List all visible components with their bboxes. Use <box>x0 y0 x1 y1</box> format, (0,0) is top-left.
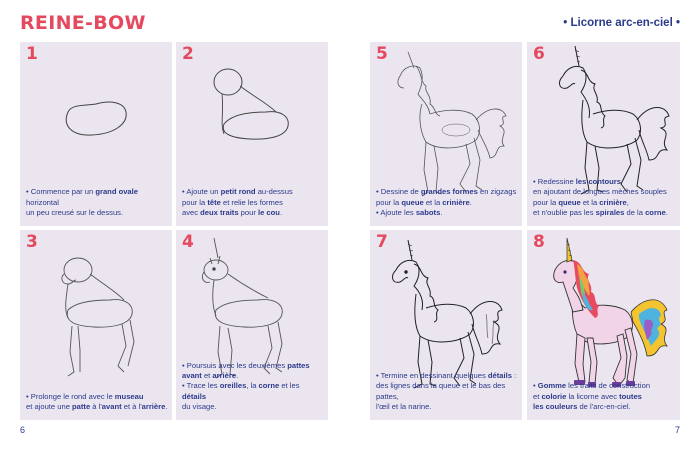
page-number-right: 7 <box>674 425 680 435</box>
caption-bold-text: les contours <box>575 177 621 187</box>
caption-text: du visage. <box>182 401 217 411</box>
caption-bold-text: arrière <box>141 401 166 411</box>
caption-bold-text: oreilles <box>219 381 247 391</box>
caption-bold-text: queue <box>401 197 424 207</box>
caption-text: les traits de construction <box>566 381 651 391</box>
caption-text: • <box>533 381 538 391</box>
caption-bold-text: les couleurs <box>533 401 578 411</box>
caption-text: et les <box>279 381 300 391</box>
caption-text: et <box>533 391 542 401</box>
caption-bold-text: queue <box>558 197 581 207</box>
step-number: 7 <box>376 232 388 252</box>
caption-text: • <box>533 177 538 187</box>
caption-text: . <box>165 401 168 411</box>
caption-text: . <box>440 207 443 217</box>
caption-line <box>26 402 168 412</box>
caption-text: et n'oublie pas les <box>533 207 596 217</box>
step-panel <box>527 42 680 226</box>
caption-bold-text: patte <box>72 401 91 411</box>
caption-text: . <box>236 371 239 381</box>
caption-text: en ajoutant de longues mèches souples <box>533 187 667 197</box>
step-caption <box>533 177 676 218</box>
caption-line <box>533 198 676 208</box>
caption-bold-text: crinière <box>599 197 627 207</box>
caption-bold-text: corne <box>258 381 280 391</box>
caption-text: • <box>26 187 31 197</box>
caption-bold-text: spirales <box>595 207 625 217</box>
caption-bold-text: avant <box>182 371 202 381</box>
caption-line <box>376 208 518 218</box>
caption-bold-text: tête <box>207 197 221 207</box>
caption-text: Dessine de <box>380 187 421 197</box>
caption-text: horizontal <box>26 197 59 207</box>
caption-text: • <box>26 391 31 401</box>
caption-line <box>182 381 324 401</box>
caption-text: et la <box>580 197 600 207</box>
caption-bold-text: toutes <box>619 391 642 401</box>
caption-line <box>376 371 518 381</box>
caption-line <box>533 392 676 402</box>
caption-text: Poursuis avec les deuxièmes <box>186 360 288 370</box>
page-subtitle: • Licorne arc-en-ciel • <box>563 17 680 29</box>
caption-bold-text: avant <box>101 401 122 411</box>
caption-text: la licorne avec <box>566 391 620 401</box>
step-panel <box>370 230 522 420</box>
step-number: 4 <box>182 232 194 252</box>
caption-line <box>182 361 324 371</box>
caption-line <box>533 381 676 391</box>
step-caption <box>533 381 676 412</box>
caption-bold-text: détails <box>487 371 512 381</box>
caption-text: • <box>376 187 381 197</box>
caption-text: Redessine <box>537 177 576 187</box>
caption-line <box>182 371 324 381</box>
caption-line <box>533 402 676 412</box>
step-panel <box>527 230 680 420</box>
caption-text: pour la <box>533 197 559 207</box>
caption-bold-text: Gomme <box>537 381 567 391</box>
step-panel <box>176 230 328 420</box>
step-caption <box>26 392 168 412</box>
caption-line <box>182 402 324 412</box>
caption-bold-text: grandes formes <box>420 187 478 197</box>
step-panel <box>20 42 172 226</box>
caption-text: Ajoute un <box>186 187 221 197</box>
caption-line <box>376 198 518 208</box>
caption-line <box>376 187 518 197</box>
caption-text: au-dessus <box>255 187 293 197</box>
step-panel <box>20 230 172 420</box>
caption-text: et ajoute une <box>26 401 73 411</box>
caption-text: et à l' <box>121 401 142 411</box>
caption-text: • <box>182 187 187 197</box>
caption-line <box>376 381 518 401</box>
caption-text: et <box>201 371 213 381</box>
step-panel <box>370 42 522 226</box>
caption-bold-text: deux traits <box>200 207 239 217</box>
caption-bold-text: museau <box>114 391 144 401</box>
caption-text: pour la <box>376 197 402 207</box>
caption-text: pour la <box>182 197 208 207</box>
caption-line <box>533 187 676 197</box>
step-number: 3 <box>26 232 38 252</box>
caption-bold-text: grand ovale <box>95 187 138 197</box>
caption-text: de la <box>624 207 646 217</box>
step-number: 5 <box>376 44 388 64</box>
caption-text: Trace les <box>186 381 220 391</box>
caption-text: et relie les formes <box>220 197 283 207</box>
caption-text: • <box>376 207 381 217</box>
caption-text: , la <box>246 381 259 391</box>
caption-text: • <box>182 381 187 391</box>
caption-line <box>26 187 168 207</box>
caption-text: Ajoute les <box>380 207 416 217</box>
caption-bold-text: corne <box>645 207 666 217</box>
book-title: REINE-BOW <box>20 12 146 34</box>
caption-line <box>26 392 168 402</box>
caption-bold-text: arrière <box>212 371 237 381</box>
step-number: 1 <box>26 44 38 64</box>
caption-line <box>182 208 324 218</box>
caption-text: • <box>376 371 381 381</box>
caption-text: un peu creusé sur le dessus. <box>26 207 124 217</box>
caption-text: et la <box>423 197 443 207</box>
caption-line <box>533 208 676 218</box>
caption-text: en zigzags <box>477 187 517 197</box>
step-caption <box>376 187 518 218</box>
caption-bold-text: sabots <box>415 207 441 217</box>
caption-text: pour <box>238 207 258 217</box>
caption-text: , <box>626 197 629 207</box>
caption-text: de l'arc-en-ciel. <box>577 401 631 411</box>
step-caption <box>376 371 518 412</box>
caption-text: des lignes dans la queue et le bas des pattes, <box>376 381 506 401</box>
step-number: 8 <box>533 232 545 252</box>
caption-line <box>26 208 168 218</box>
caption-bold-text: colorie <box>541 391 567 401</box>
caption-bold-text: pattes <box>287 360 310 370</box>
step-caption <box>182 187 324 218</box>
caption-line <box>182 198 324 208</box>
caption-text: . <box>665 207 668 217</box>
caption-text: l'œil et la narine. <box>376 401 432 411</box>
caption-text: . <box>279 207 283 217</box>
caption-text: . <box>469 197 472 207</box>
caption-line <box>182 187 324 197</box>
page-number-left: 6 <box>20 425 26 435</box>
caption-text: Prolonge le rond avec le <box>30 391 115 401</box>
caption-bold-text: petit rond <box>220 187 256 197</box>
caption-text: avec <box>182 207 201 217</box>
caption-text: à l' <box>90 401 102 411</box>
step-caption <box>182 361 324 412</box>
caption-text: • <box>182 360 187 370</box>
step-panel <box>176 42 328 226</box>
step-number: 2 <box>182 44 194 64</box>
caption-text: : <box>511 371 517 381</box>
caption-text: Commence par un <box>30 187 96 197</box>
step-number: 6 <box>533 44 545 64</box>
caption-bold-text: détails <box>182 391 207 401</box>
caption-line <box>533 177 676 187</box>
step-caption <box>26 187 168 218</box>
caption-bold-text: crinière <box>442 197 470 207</box>
caption-bold-text: le cou <box>257 207 280 217</box>
caption-line <box>376 402 518 412</box>
caption-text: Termine en dessinant quelques <box>380 371 488 381</box>
